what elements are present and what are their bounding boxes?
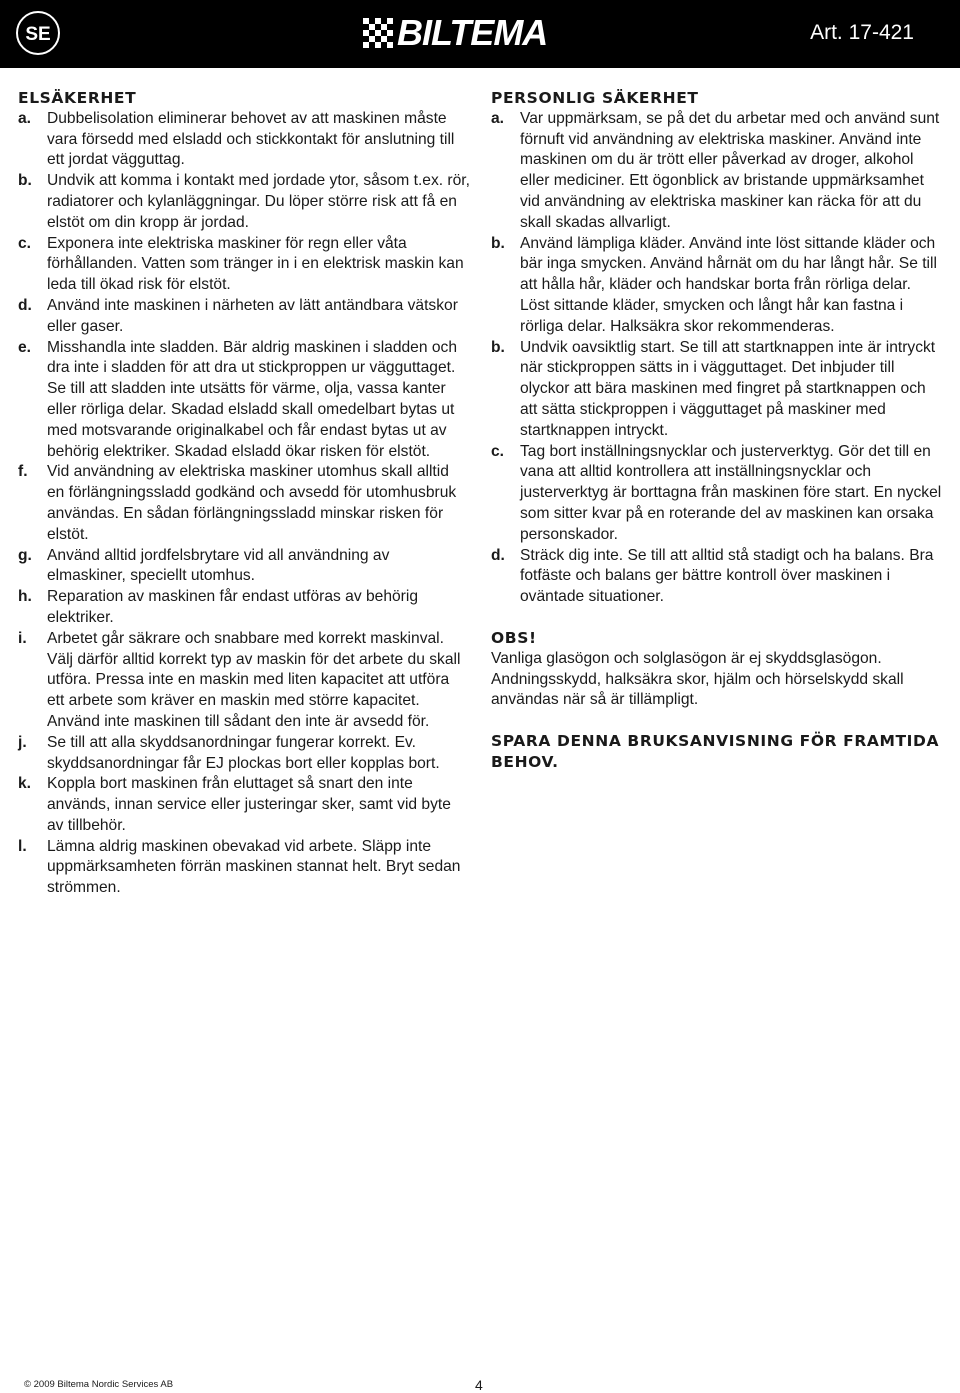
item-text: Vid användning av elektriska maskiner utomhus skall alltid en förlängningssladd godkänd och avsedd för utomhusbruk användas. En sådan förlängningssladd minskar risken för elstöt.	[47, 463, 457, 543]
checkered-flag-icon	[363, 18, 393, 48]
obs-heading: OBS!	[491, 628, 537, 647]
electrical-safety-section	[18, 88, 470, 899]
list-item	[18, 338, 470, 463]
list-item	[18, 462, 470, 545]
item-text: Undvik oavsiktlig start. Se till att startknappen inte är intryckt när stickproppen sätts in i vägguttaget. Det inbjuder till olyckor att bära maskinen med fingret på startknappen och att sätta stickproppen i vägguttaget på maskiner med startknappen intryckt.	[520, 338, 936, 439]
item-letter: a.	[491, 109, 505, 127]
list-item	[491, 546, 943, 608]
item-letter: l.	[18, 837, 27, 855]
list-item	[18, 587, 470, 629]
item-text: Se till att alla skyddsanordningar fungerar korrekt. Ev. skyddsanordningar får EJ plockas bort eller kopplas bort.	[47, 733, 440, 772]
item-letter: j.	[18, 733, 27, 751]
list-item	[18, 629, 470, 733]
item-text: Dubbelisolation eliminerar behovet av att maskinen måste vara försedd med elsladd och stickkontakt för anslutning till ett jordat vägguttag.	[47, 109, 455, 169]
item-text: Sträck dig inte. Se till att alltid stå stadigt och ha balans. Bra fotfäste och balans ger bättre kontroll över maskinen i oväntade situationer.	[520, 546, 934, 606]
item-text: Exponera inte elektriska maskiner för regn eller våta förhållanden. Vatten som tränger in i en elektrisk maskin kan leda till ökad risk för elstöt.	[47, 234, 464, 294]
item-letter: b.	[491, 234, 505, 252]
item-letter: a.	[18, 109, 32, 127]
item-letter: d.	[491, 546, 505, 564]
item-letter: g.	[18, 546, 32, 564]
item-letter: d.	[18, 296, 32, 314]
article-number: Art. 17-421	[810, 21, 914, 44]
brand-name: BILTEMA	[397, 12, 548, 53]
item-letter: c.	[491, 442, 505, 460]
save-instructions-note: SPARA DENNA BRUKSANVISNING FÖR FRAMTIDA BEHOV.	[491, 732, 940, 771]
item-text: Använd lämpliga kläder. Använd inte löst sittande kläder och bär inga smycken. Använd hårnät om du har långt hår. Se till att hålla hår, kläder och handskar borta från rörliga delar. Löst sittande kläder, smycken och långt hår kan fastna i rörliga delar. Halksäkra skor rekommenderas.	[520, 234, 937, 335]
item-text: Undvik att komma i kontakt med jordade ytor, såsom t.ex. rör, radiatorer och kylanläggningar. Du löper större risk att få en elstöt om din kropp är jordad.	[47, 172, 470, 231]
item-text: Misshandla inte sladden. Bär aldrig maskinen i sladden och dra inte i sladden för att dra ut stickproppen ur vägguttaget. Se till att sladden inte utsätts för värme, olja, vassa kanter eller rörliga delar. Skadad elsladd skall omedelbart bytas ut med motsvarande originalkabel och får endast bytas ut av behörig elektriker. Skadad elsladd ökar risken för elstöt.	[47, 338, 458, 460]
country-badge: SE	[16, 11, 60, 55]
item-letter: b.	[491, 338, 505, 356]
item-text: Koppla bort maskinen från eluttaget så snart den inte används, innan service eller justeringar sker, samt vid byte av tillbehör.	[47, 775, 451, 834]
list-item	[18, 171, 470, 233]
item-letter: b.	[18, 172, 32, 190]
section-heading: ELSÄKERHET	[18, 89, 137, 107]
list-item	[491, 234, 943, 338]
list-item	[491, 109, 943, 234]
copyright-text: © 2009 Biltema Nordic Services AB	[24, 1379, 174, 1390]
section-heading: PERSONLIG SÄKERHET	[491, 89, 699, 107]
list-item	[18, 109, 470, 171]
list-item	[18, 837, 470, 899]
personal-safety-section	[491, 88, 943, 773]
header-bar	[0, 0, 960, 68]
page-number: 4	[475, 1377, 483, 1393]
list-item	[491, 338, 943, 442]
item-text: Använd alltid jordfelsbrytare vid all användning av elmaskiner, speciellt utomhus.	[47, 546, 390, 585]
item-letter: h.	[18, 588, 32, 606]
list-item	[18, 296, 470, 338]
item-text: Tag bort inställningsnycklar och justerverktyg. Gör det till en vana att alltid kontrollera att inställningsnycklar och justerverktyg är borttagna från maskinen före start. En nyckel som sitter kvar på en roterande del av maskinen kan orsaka personskador.	[520, 442, 942, 543]
list-item	[18, 733, 470, 775]
item-letter: e.	[18, 338, 32, 356]
list-item	[18, 234, 470, 296]
item-text: Var uppmärksam, se på det du arbetar med och använd sunt förnuft vid användning av elektriska maskiner. Använd inte maskinen om du är trött eller påverkad av droger, alkohol eller mediciner. Ett ögonblick av bristande uppmärksamhet vid användning av elektriska maskiner kan räcka för att du skall skadas allvarligt.	[520, 109, 940, 231]
item-letter: k.	[18, 775, 32, 793]
item-letter: i.	[18, 629, 27, 647]
item-text: Använd inte maskinen i närheten av lätt antändbara vätskor eller gaser.	[47, 296, 458, 335]
item-letter: f.	[18, 463, 28, 481]
biltema-logo	[363, 12, 548, 53]
list-item	[491, 442, 943, 546]
item-letter: c.	[18, 234, 32, 252]
obs-text: Vanliga glasögon och solglasögon är ej skyddsglasögon. Andningsskydd, halksäkra skor, hjälm och hörselskydd skall användas när så är tillämpligt.	[491, 649, 904, 709]
item-text: Lämna aldrig maskinen obevakad vid arbete. Släpp inte uppmärksamheten förrän maskinen stannat helt. Bryt sedan strömmen.	[47, 837, 461, 897]
item-text: Arbetet går säkrare och snabbare med korrekt maskinval. Välj därför alltid korrekt typ av maskin för det arbete du skall utföra. Pressa inte en maskin med liten kapacitet att utföra ett arbete som kräver en maskin med större kapacitet. Använd inte maskinen till sådant den inte är avsedd för.	[47, 629, 461, 730]
list-item	[18, 774, 470, 836]
item-text: Reparation av maskinen får endast utföras av behörig elektriker.	[47, 588, 418, 626]
list-item	[18, 546, 470, 588]
